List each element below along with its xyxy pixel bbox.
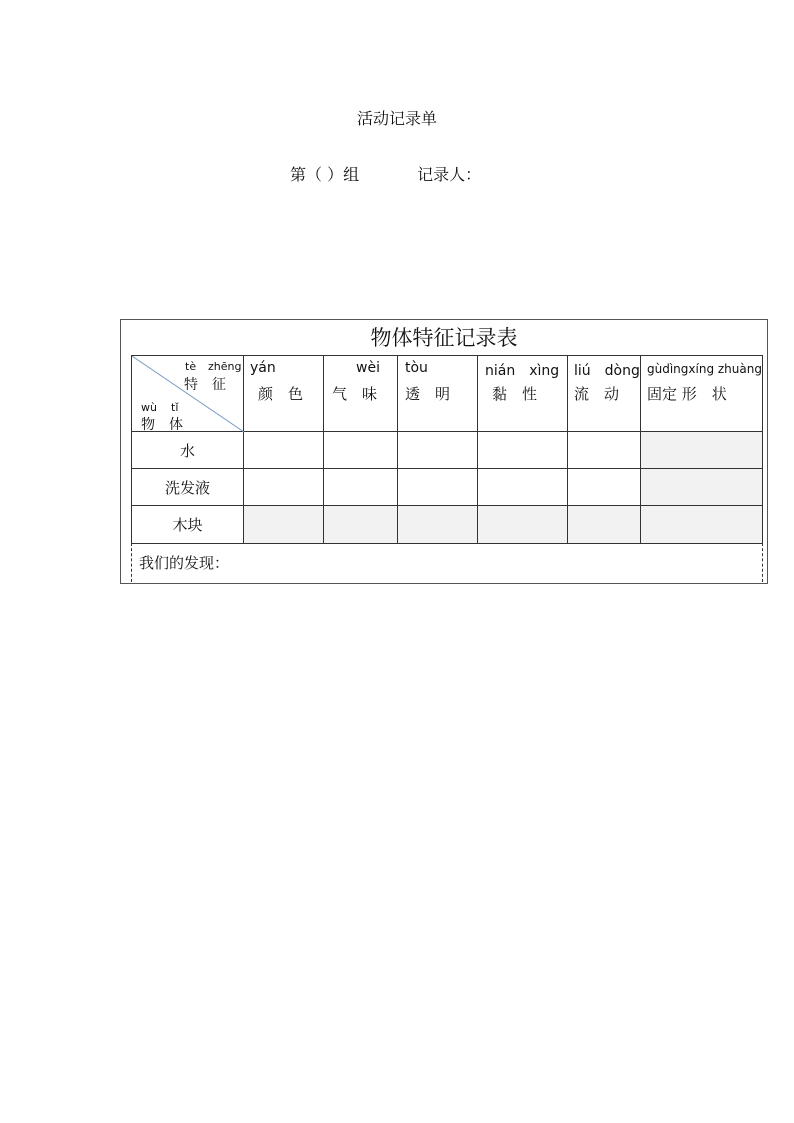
column-pinyin: liú dòng — [574, 363, 640, 379]
table-row — [132, 469, 763, 506]
record-cell[interactable] — [398, 469, 478, 506]
column-label: 颜 色 — [258, 385, 304, 403]
record-cell[interactable] — [568, 432, 641, 469]
corner-top-char-2: 征 — [212, 377, 226, 393]
corner-bottom-char-2: 体 — [169, 417, 183, 433]
column-label: 黏 性 — [492, 385, 538, 403]
header-row — [132, 356, 763, 432]
column-pinyin: tòu — [405, 360, 428, 376]
findings-area[interactable] — [131, 543, 763, 582]
record-cell[interactable] — [398, 432, 478, 469]
findings-label: 我们的发现： — [139, 554, 230, 572]
column-header-viscosity — [478, 356, 568, 432]
row-label: 木块 — [132, 506, 244, 544]
column-header-fixed-shape — [641, 356, 763, 432]
shaded-cell — [244, 506, 324, 544]
record-cell[interactable] — [478, 432, 568, 469]
record-cell[interactable] — [324, 432, 398, 469]
corner-top-char-1: 特 — [184, 377, 198, 393]
group-recorder-line — [290, 162, 481, 185]
column-pinyin: gùdìngxíng zhuàng — [647, 362, 762, 376]
shaded-cell — [324, 506, 398, 544]
column-pinyin: nián xìng — [485, 363, 560, 379]
column-label: 气 味 — [332, 385, 378, 403]
feature-table — [131, 355, 763, 544]
column-pinyin: yán — [250, 360, 276, 376]
column-label: 透 明 — [405, 385, 451, 403]
recorder-label: 记录人： — [417, 165, 482, 184]
table-row — [132, 506, 763, 544]
corner-bottom-pinyin-1: wù — [141, 401, 157, 414]
column-label: 流 动 — [574, 385, 620, 403]
row-label: 水 — [132, 432, 244, 469]
record-cell[interactable] — [568, 469, 641, 506]
column-header-smell — [324, 356, 398, 432]
record-cell[interactable] — [478, 469, 568, 506]
corner-top-pinyin-2: zhēng — [208, 360, 242, 373]
table-title: 物体特征记录表 — [370, 326, 518, 350]
row-label: 洗发液 — [132, 469, 244, 506]
document-title: 活动记录单 — [356, 109, 437, 128]
corner-bottom-char-1: 物 — [141, 417, 155, 433]
column-header-flow — [568, 356, 641, 432]
record-cell[interactable] — [244, 469, 324, 506]
column-header-transparency — [398, 356, 478, 432]
shaded-cell — [568, 506, 641, 544]
shaded-cell — [641, 432, 763, 469]
corner-top-pinyin-1: tè — [185, 360, 197, 373]
shaded-cell — [641, 469, 763, 506]
corner-cell — [132, 356, 244, 432]
shaded-cell — [478, 506, 568, 544]
column-pinyin: wèi — [356, 360, 380, 376]
table-row — [132, 432, 763, 469]
group-label: 第（ ）组 — [290, 165, 360, 184]
column-label: 固定 形 状 — [647, 385, 727, 403]
record-cell[interactable] — [324, 469, 398, 506]
column-header-color — [244, 356, 324, 432]
record-cell[interactable] — [244, 432, 324, 469]
corner-bottom-pinyin-2: tǐ — [171, 401, 179, 414]
shaded-cell — [641, 506, 763, 544]
shaded-cell — [398, 506, 478, 544]
